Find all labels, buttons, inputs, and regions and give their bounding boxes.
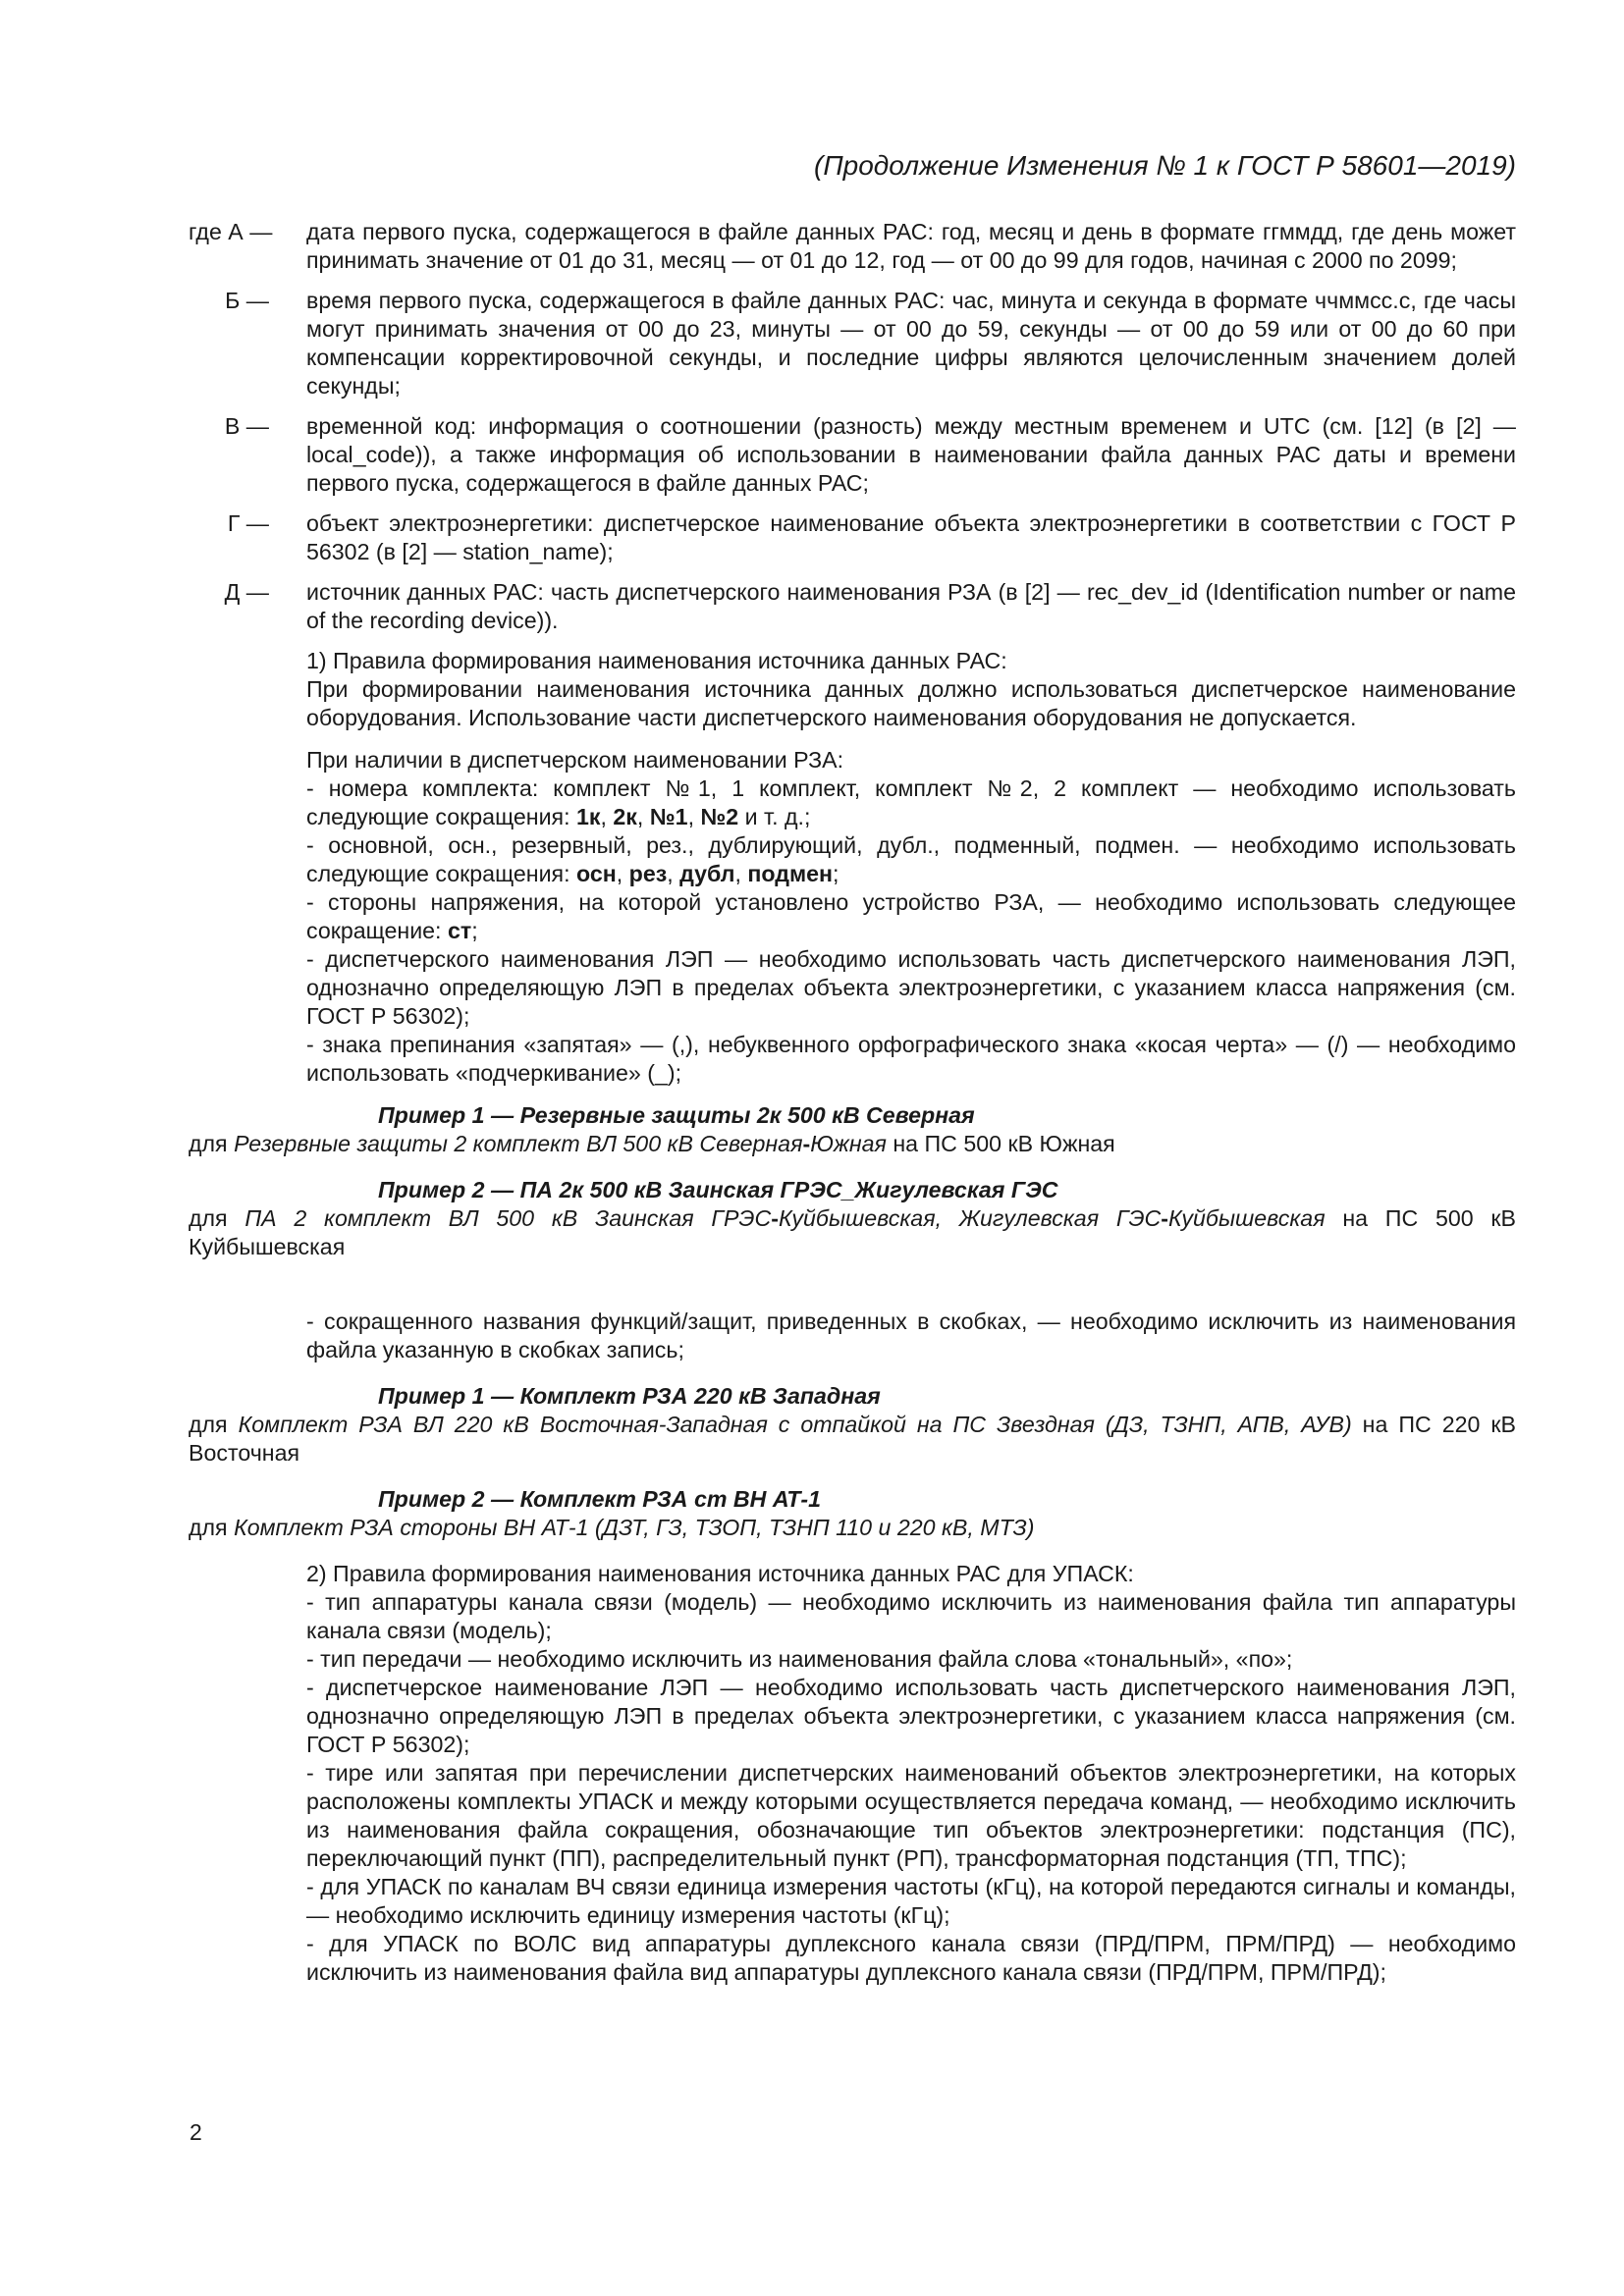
italic-span: ПА 2 комплект ВЛ 500 кВ Заинская ГРЭС: [244, 1205, 772, 1231]
definition-term: Г —: [227, 510, 269, 536]
definition-term: Д —: [224, 579, 269, 605]
rules1-block: [306, 647, 1516, 732]
text-span: - номера комплекта: комплект №1, 1 комплект, комплект №2, 2 комплект — необходимо использовать следующие сокращения:: [306, 775, 1516, 829]
text-span: ,: [667, 861, 680, 886]
presence-item-4: - диспетчерского наименования ЛЭП — необходимо использовать часть диспетчерского наименования ЛЭП, однозначно определяющую ЛЭП в пределах объекта электроэнергетики, с указанием класса напряжения (см. ГОСТ Р 56302);: [306, 946, 1516, 1029]
italic-span: Куйбышевская: [1168, 1205, 1326, 1231]
definition-text: дата первого пуска, содержащегося в файле данных РАС: год, месяц и день в формате ггммдд, где день может принимать значение от 01 до 31, месяц — от 01 до 12, год — от 00 до 99 для годов, начиная с 2000 по 2099;: [306, 219, 1516, 273]
definition-term: Б —: [225, 288, 269, 313]
italic-span: Куйбышевская, Жигулевская ГЭС: [779, 1205, 1162, 1231]
text-span: на ПС 220 кВ Восточная: [189, 1412, 1517, 1466]
definition-b: [189, 287, 1516, 400]
text-span: ,: [600, 804, 614, 829]
text-span: ;: [833, 861, 839, 886]
abbrev-bold: рез: [628, 861, 668, 886]
example-title: Пример 2 — ПА 2к 500 кВ Заинская ГРЭС_Жигулевская ГЭС: [378, 1177, 1058, 1202]
text-span: - основной, осн., резервный, рез., дублирующий, дубл., подменный, подмен. — необходимо использовать следующие сокращения:: [306, 832, 1516, 886]
text-span: для: [189, 1412, 239, 1437]
example-1a: [189, 1101, 1516, 1158]
abbrev-bold: №1: [649, 804, 688, 829]
definition-g: [189, 509, 1516, 566]
example-text: [189, 1514, 1516, 1542]
example-text: [189, 1411, 1516, 1468]
example-title: Пример 2 — Комплект РЗА ст ВН АТ-1: [378, 1486, 822, 1512]
text-span: для: [189, 1131, 235, 1156]
text-span: для: [189, 1515, 235, 1540]
text-span: - стороны напряжения, на которой установлено устройство РЗА, — необходимо использовать следующее сокращение:: [306, 889, 1516, 943]
text-span: ,: [616, 861, 629, 886]
definition-d: [189, 578, 1516, 635]
abbrev-bold: 1к: [576, 804, 601, 829]
rules2-item: - диспетчерское наименование ЛЭП — необходимо использовать часть диспетчерского наименования ЛЭП, однозначно определяющую ЛЭП в пределах объекта электроэнергетики, с указанием класса напряжения (см. ГОСТ Р 56302);: [306, 1675, 1516, 1757]
example-title: Пример 1 — Комплект РЗА 220 кВ Западная: [378, 1383, 881, 1409]
rules2-item: - для УПАСК по ВОЛС вид аппаратуры дуплексного канала связи (ПРД/ПРМ, ПРМ/ПРД) — необходимо исключить из наименования файла вид аппаратуры дуплексного канала связи (ПРД/ПРМ, ПРМ/ПРД);: [306, 1931, 1516, 1985]
page-number: 2: [189, 2119, 202, 2145]
definition-a: [189, 218, 1516, 275]
abbrev-bold: подмен: [747, 861, 834, 886]
definition-text: время первого пуска, содержащегося в файле данных РАС: час, минута и секунда в формате ччммсс.с, где часы могут принимать значения от 00 до 23, минуты — от 00 до 59, секунды — от 00 до 59 или от 00 до 60 при компенсации корректировочной секунды, и последние цифры являются целочисленным значением долей секунды;: [306, 288, 1516, 399]
abbrev-bold: осн: [576, 861, 617, 886]
bold-dash: -: [771, 1205, 780, 1231]
presence-block: [306, 746, 1516, 1088]
rules2-item: - тип передачи — необходимо исключить из наименования файла слова «тональный», «по»;: [306, 1646, 1293, 1672]
example-2a: [189, 1176, 1516, 1261]
abbrev-bold: ст: [447, 918, 472, 943]
rules1-text: При формировании наименования источника данных должно использоваться диспетчерское наименование оборудования. Использование части диспетчерского наименования оборудования не допускается.: [306, 676, 1516, 730]
example-title: Пример 1 — Резервные защиты 2к 500 кВ Северная: [378, 1102, 975, 1128]
bold-dash: -: [802, 1131, 811, 1156]
abbrev-bold: дубл: [679, 861, 735, 886]
text-span: ,: [734, 861, 748, 886]
abbrev-text: - сокращенного названия функций/защит, приведенных в скобках, — необходимо исключить из наименования файла указанную в скобках запись;: [306, 1308, 1516, 1362]
example-1b: [189, 1382, 1516, 1468]
example-text: [189, 1204, 1516, 1261]
presence-item-1: [306, 774, 1516, 831]
italic-span: Резервные защиты 2 комплект ВЛ 500 кВ Северная: [234, 1131, 803, 1156]
rules-section: [306, 647, 1516, 1088]
text-span: для: [189, 1205, 245, 1231]
document-body: [189, 218, 1516, 1987]
definition-term: В —: [224, 413, 269, 439]
running-header: (Продолжение Изменения № 1 к ГОСТ Р 58601—2019): [814, 150, 1516, 181]
definition-text: объект электроэнергетики: диспетчерское наименование объекта электроэнергетики в соответствии с ГОСТ Р 56302 (в [2] — station_name);: [306, 510, 1516, 564]
abbrev-block: [306, 1308, 1516, 1364]
example-text: [189, 1130, 1516, 1158]
abbrev-bold: 2к: [613, 804, 637, 829]
rules2-item: - для УПАСК по каналам ВЧ связи единица измерения частоты (кГц), на которой передаются сигналы и команды, — необходимо исключить единицу измерения частоты (кГц);: [306, 1874, 1516, 1928]
example-2b: [189, 1485, 1516, 1542]
rules1-title: 1) Правила формирования наименования источника данных РАС:: [306, 648, 1007, 673]
presence-item-2: [306, 831, 1516, 888]
presence-intro: При наличии в диспетчерском наименовании РЗА:: [306, 747, 844, 773]
spacer: [189, 1279, 1516, 1308]
text-span: и т. д.;: [738, 804, 811, 829]
rules2-title: 2) Правила формирования наименования источника данных РАС для УПАСК:: [306, 1561, 1134, 1586]
presence-item-3: [306, 888, 1516, 945]
text-span: ,: [636, 804, 650, 829]
text-span: на ПС 500 кВ Куйбышевская: [189, 1205, 1517, 1259]
rules2-item: - тип аппаратуры канала связи (модель) — необходимо исключить из наименования файла тип аппаратуры канала связи (модель);: [306, 1589, 1516, 1643]
abbrev-bold: №2: [700, 804, 739, 829]
definition-text: временной код: информация о соотношении (разность) между местным временем и UTC (см. [12] (в [2] — local_code)), а также информация об использовании в наименовании файла данных РАС даты и времени первого пуска, содержащегося в файле данных РАС;: [306, 413, 1516, 496]
italic-span: Комплект РЗА стороны ВН АТ-1 (ДЗТ, ГЗ, ТЗОП, ТЗНП 110 и 220 кВ, МТЗ): [234, 1515, 1035, 1540]
definition-v: [189, 412, 1516, 498]
text-span: ,: [687, 804, 701, 829]
definition-text: источник данных РАС: часть диспетчерского наименования РЗА (в [2] — rec_dev_id (Identification number or name of the recording device)).: [306, 579, 1516, 633]
text-span: на ПС 500 кВ Южная: [886, 1131, 1115, 1156]
rules2-item: - тире или запятая при перечислении диспетчерских наименований объектов электроэнергетики, на которых расположены комплекты УПАСК и между которыми осуществляется передача команд, — необходимо исключить из наименования файла сокращения, обозначающие тип объектов электроэнергетики: подстанция (ПС), переключающий пункт (ПП), распределительный пункт (РП), трансформаторная подстанция (ТП, ТПС);: [306, 1760, 1516, 1871]
definition-term: где А —: [189, 219, 273, 244]
bold-dash: -: [1161, 1205, 1169, 1231]
text-span: ;: [471, 918, 478, 943]
italic-span: Комплект РЗА ВЛ 220 кВ Восточная-Западная с отпайкой на ПС Звездная (ДЗ, ТЗНП, АПВ, АУВ): [238, 1412, 1352, 1437]
italic-span: Южная: [810, 1131, 887, 1156]
rules2-block: [306, 1560, 1516, 1987]
presence-item-5: - знака препинания «запятая» — (,), небуквенного орфографического знака «косая черта» — (/) — необходимо использовать «подчеркивание» (_);: [306, 1032, 1516, 1086]
